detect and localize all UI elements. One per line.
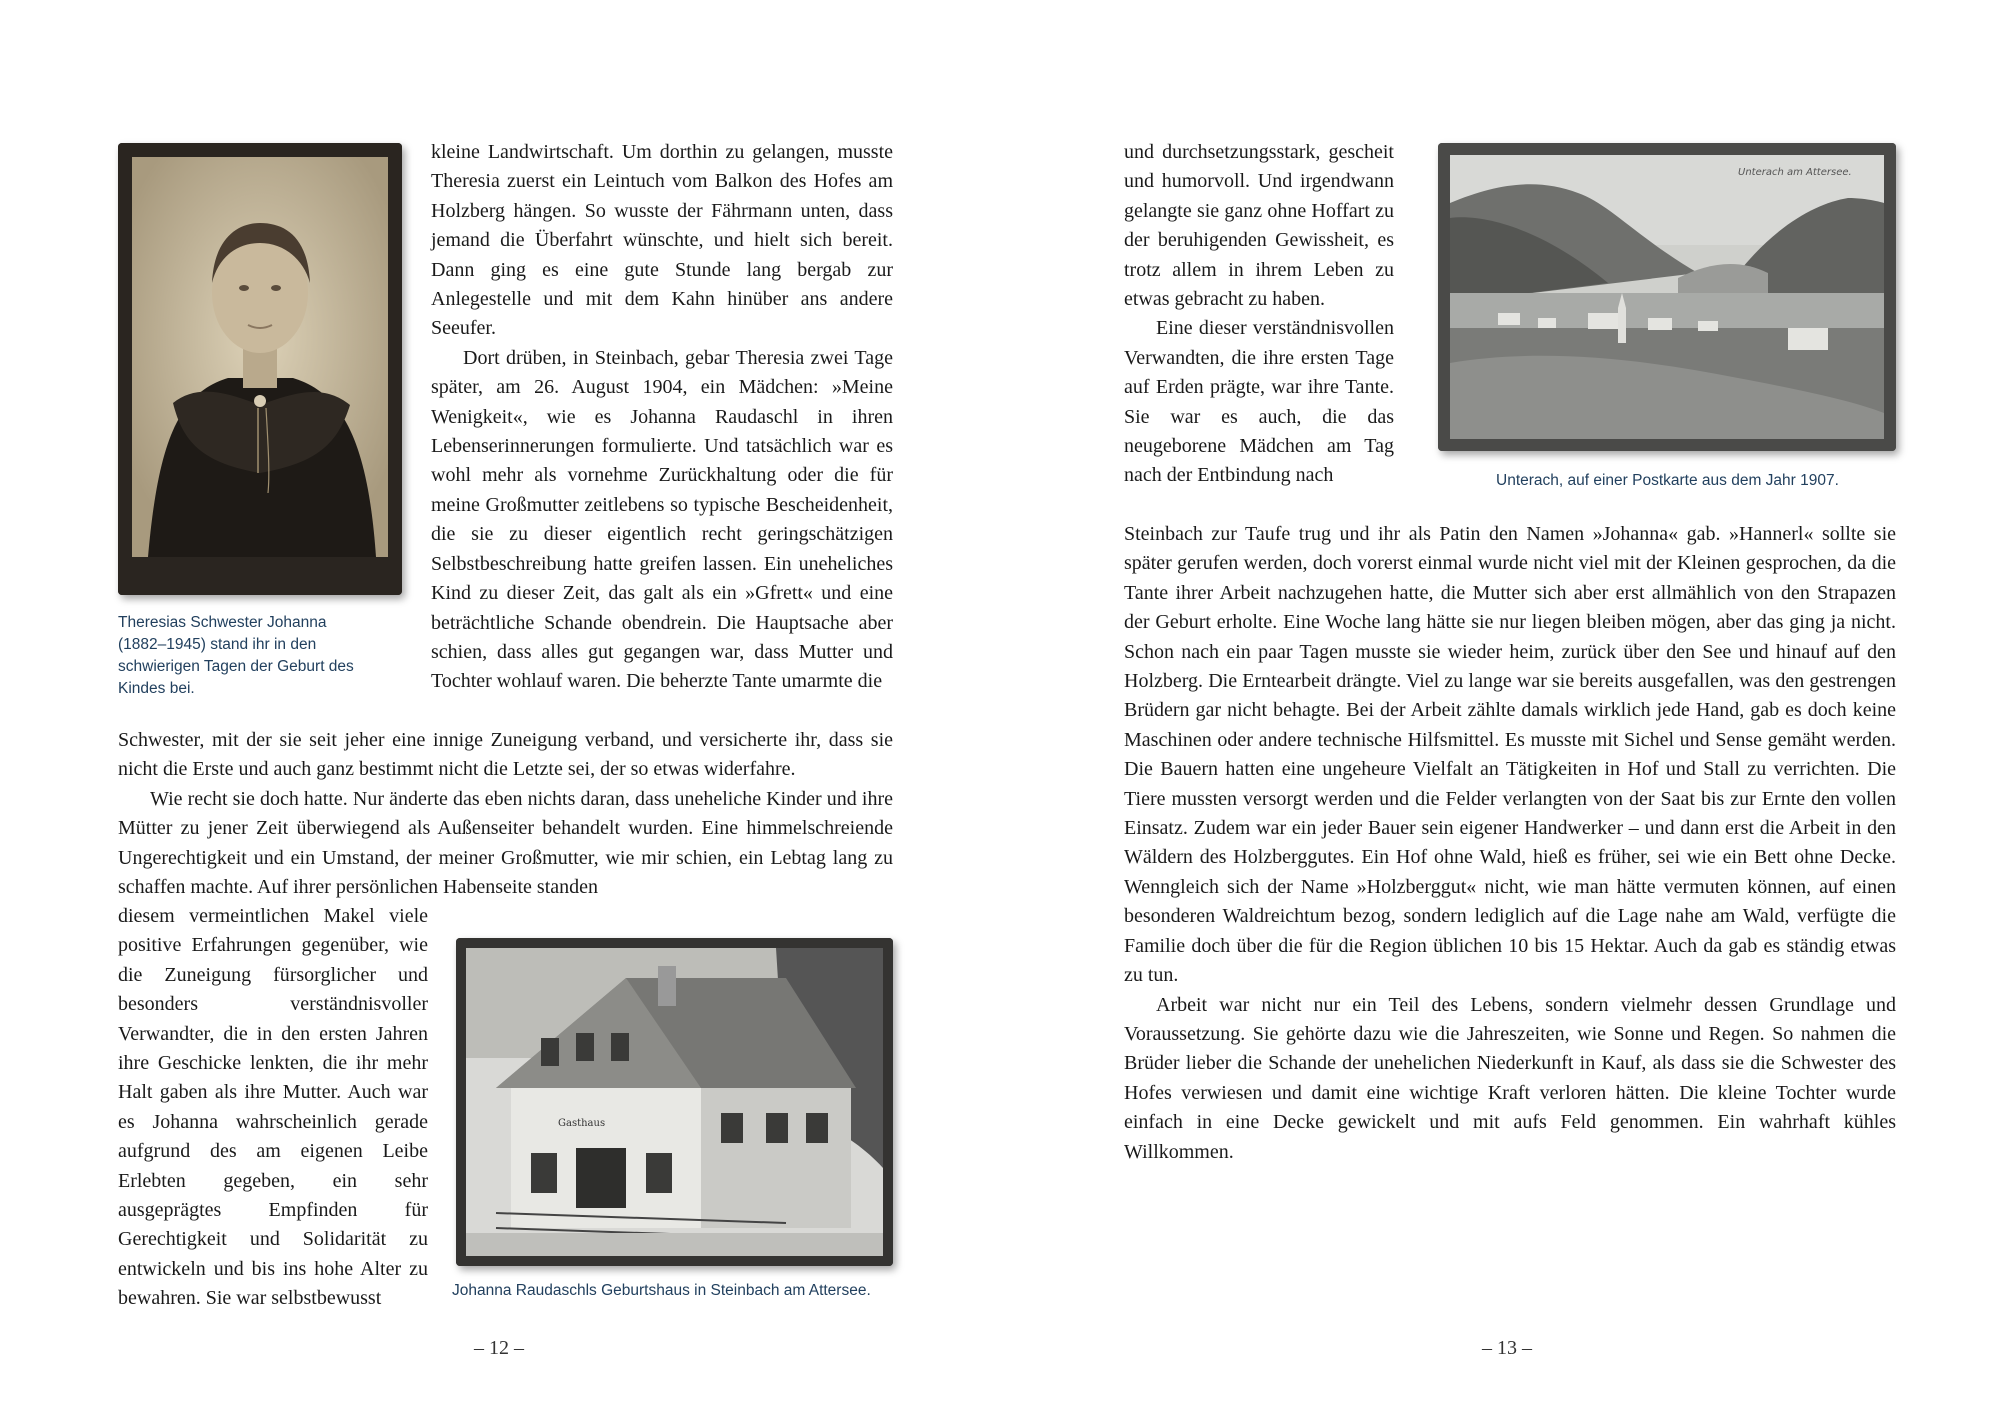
left-full-text — [118, 726, 893, 902]
paragraph: Eine dieser verständnisvollen Verwandten, die ihre ersten Tage auf Erden prägte, war ihre Tante. Sie war es auch, die das neugeborene Mädchen am Tag nach der Entbindung nach — [1124, 317, 1394, 487]
caption-portrait: Theresias Schwester Johanna (1882–1945) stand ihr in den schwierigen Tagen der Geburt des Kindes bei. — [118, 614, 354, 697]
portrait-image — [118, 143, 402, 595]
paragraph: Dort drüben, in Steinbach, gebar Theresia zwei Tage später, am 26. August 1904, ein Mädchen: »Meine Wenigkeit«, wie es Johanna Raudaschl in ihren Lebenserinnerungen formulierte. Und tatsächlich war es wohl mehr als vornehme Zurückhaltung oder die für meine Großmutter zeitlebens so typische Bescheidenheit, die sie zu dieser eigentlich recht geringschätzigen Selbstbeschreibung hatte greifen lassen. Ein uneheliches Kind zu dieser Zeit, das galt als ein »Gfrett« und eine beträchtliche Schande obendrein. Die Hauptsache aber schien, dass alles gut gegangen war, dass Mutter und Tochter wohlauf waren. Die beherzte Tante umarmte die — [431, 346, 893, 693]
paragraph: Arbeit war nicht nur ein Teil des Lebens, sondern vielmehr dessen Grundlage und Voraussetzung. Sie gehörte dazu wie die Jahreszeiten, wie Sonne und Regen. So nahmen die Brüder lieber die Schande der unehelichen Niederkunft in Kauf, als dass sie die Schwester des Hofes verwiesen und damit eine wichtige Kraft verloren hätten. Die kleine Tochter wurde einfach in eine Decke gewickelt und mit aufs Feld genommen. Ein wahrhaft kühles Willkommen. — [1124, 993, 1896, 1163]
right-full-text — [1124, 520, 1896, 1167]
postcard-photo — [1438, 143, 1896, 451]
paragraph: Wie recht sie doch hatte. Nur änderte das eben nichts daran, dass uneheliche Kinder und ihre Mütter zu jener Zeit überwiegend als Außenseiter behandelt wurden. Eine himmelschreiende Ungerechtigkeit und ein Umstand, der meiner Großmutter, wie mir schien, ein Lebtag lang zu schaffen machte. Auf ihrer persönlichen Habenseite standen — [118, 787, 893, 899]
paragraph: diesem vermeintlichen Makel viele positive Erfahrungen gegenüber, wie die Zuneigung fürsorglicher und besonders verständnisvoller Verwandter, die in den ersten Jahren ihre Geschicke lenkten, die ihr mehr Halt gaben als ihre Mutter. Auch war es Johanna wahrscheinlich gerade aufgrund des am eigenen Leibe Erlebten gegeben, ein sehr ausgeprägtes Empfinden für Gerechtigkeit und Solidarität zu entwickeln und bis ins hohe Alter zu bewahren. Sie war selbstbewusst — [118, 905, 428, 1310]
postcard-image — [1438, 143, 1896, 451]
paragraph: kleine Landwirtschaft. Um dorthin zu gelangen, musste Theresia zuerst ein Leintuch vom Balkon des Hofes am Holzberg hängen. So wusste der Fährmann unten, dass jemand die Überfahrt wünschte, und hielt sich bereit. Dann ging es eine gute Stunde lang bergab zur Anlegestelle und mit dem Kahn hinüber ans andere Seeufer. — [431, 141, 893, 340]
right-page — [1000, 0, 2000, 1412]
left-column-text — [431, 138, 893, 697]
house-sign: Gasthaus — [558, 1118, 606, 1129]
house-photo — [456, 938, 893, 1266]
portrait-photo — [118, 143, 402, 595]
paragraph: und durchsetzungsstark, gescheit und humorvoll. Und irgendwann gelangte sie ganz ohne Hoffart zu der beruhigenden Gewissheit, es trotz allem in ihrem Leben zu etwas gebracht zu haben. — [1124, 141, 1394, 311]
house-image — [456, 938, 893, 1266]
left-bottom-text — [118, 902, 428, 1314]
paragraph: Schwester, mit der sie seit jeher eine innige Zuneigung verband, und versicherte ihr, dass sie nicht die Erste und auch ganz bestimmt nicht die Letzte sei, der so etwas widerfahre. — [118, 729, 893, 781]
page-number: – 12 – — [474, 1337, 524, 1359]
caption-postcard: Unterach, auf einer Postkarte aus dem Jahr 1907. — [1496, 472, 1839, 489]
caption-house: Johanna Raudaschls Geburtshaus in Steinbach am Attersee. — [452, 1282, 871, 1299]
postcard-label: Unterach am Attersee. — [1738, 167, 1852, 178]
right-column-text — [1124, 138, 1394, 491]
page-number: – 13 – — [1482, 1337, 1532, 1359]
paragraph: Steinbach zur Taufe trug und ihr als Patin den Namen »Johanna« gab. »Hannerl« sollte sie später gerufen werden, doch vorerst einmal wurde nicht viel mit der Kleinen gesprochen, da die Tante ihrer Arbeit nachzugehen hatte, die Mutter sich aber erst allmählich von den Strapazen der Geburt erholte. Eine Woche lang hätte sie nur liegen bleiben mögen, aber das ging ja nicht. Schon nach ein paar Tagen musste sie wieder heim, zurück über den See und hinauf auf den Holzberg. Die Erntearbeit drängte. Viel zu lange war sie bereits ausgefallen, was den gestrengen Brüdern gar nicht behagte. Bei der Arbeit zählte damals wirklich jede Hand, gab es doch keine Maschinen oder andere technische Hilfsmittel. Es musste mit Sichel und Sense gemäht werden. Die Bauern hatten eine ungeheure Vielfalt an Tätigkeiten in Hof und Stall zu verrichten. Die Tiere mussten versorgt werden und die Felder verlangten von der Saat bis zur Ernte den vollen Einsatz. Zudem war ein jeder Bauer sein eigener Handwerker – und dann erst die Arbeit in den Wäldern des Holzberggutes. Ein Hof ohne Wald, hieß es früher, sei wie ein Bett ohne Decke. Wenngleich sich der Name »Holzberggut« nicht, wie man hätte vermuten können, auf einen besonderen Waldreichtum bezog, sondern lediglich auf die Lage nahe am Wald, verfügte die Familie doch über die für die Region üblichen 10 bis 15 Hektar. Auch da gab es ständig etwas zu tun. — [1124, 523, 1896, 987]
